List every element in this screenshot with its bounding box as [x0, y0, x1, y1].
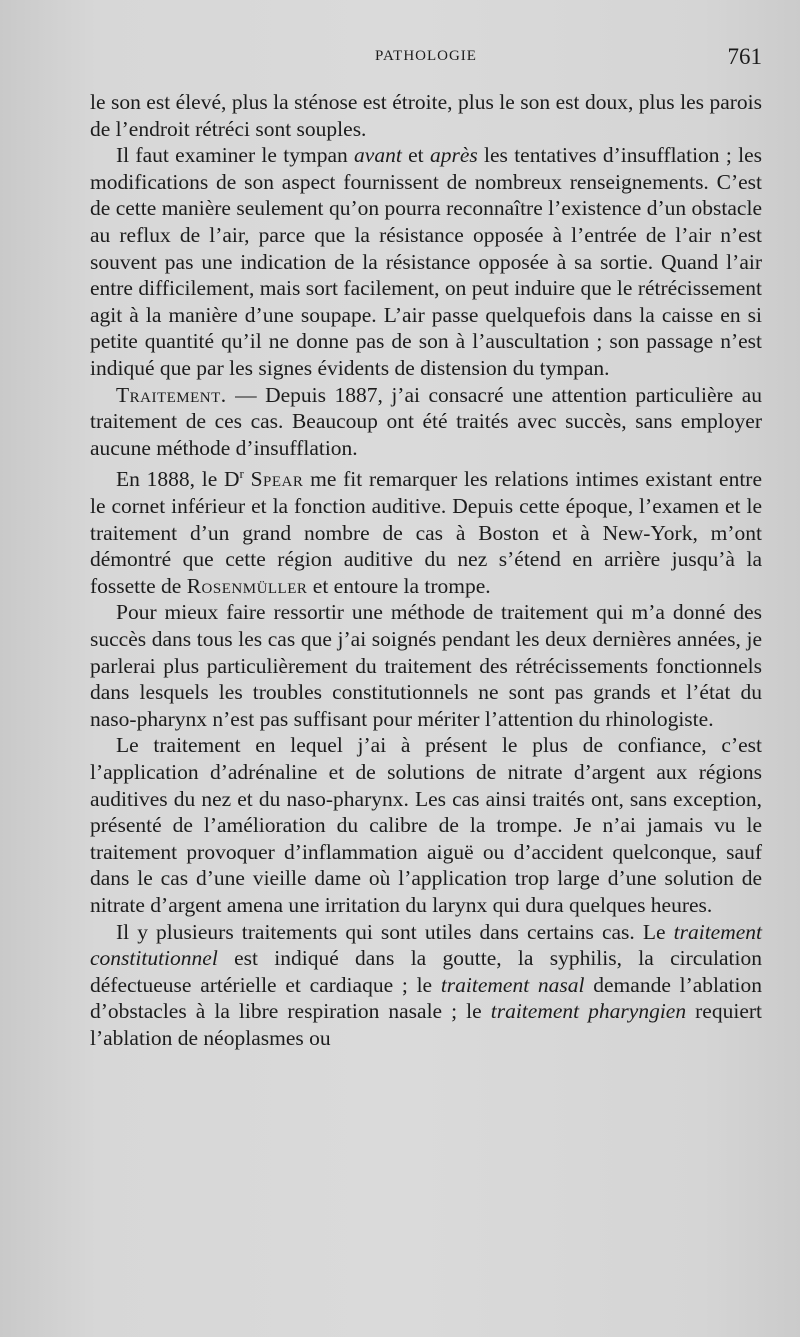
paragraph-7-text-b: est indiqué dans la goutte, la syphilis, la circulation défectueuse artérielle et cardiaque ; le [90, 946, 762, 997]
page-number: 761 [727, 44, 762, 69]
paragraph-2-text-c: les tentatives d’insufflation ; les modifications de son aspect fournissent de nombreux renseignements. C’est de cette manière seulement qu’on pourra reconnaître l’existence d’un obstacle au reflux de l’air, parce que la résistance opposée à l’entrée de l’air n’est souvent pas une indication de la résistance opposée à sa sortie. Quand l’air entre difficilement, mais sort facilement, on peut induire que le rétrécissement agit à la manière d’une soupape. L’air passe quelquefois dans la caisse en si petite quantité qu’il ne donne pas de son à l’auscultation ; son passage n’est indiqué que par les signes évidents de distension du tympan. [90, 143, 762, 380]
paragraph-2 [90, 142, 762, 381]
paragraph-6-text: Le traitement en lequel j’ai à présent le plus de confiance, c’est l’application d’adrénaline et de solutions de nitrate d’argent aux régions auditives du nez et du naso-pharynx. Les cas ainsi traités ont, sans exception, présenté de l’amélioration du calibre de la trompe. Je n’ai jamais vu le traitement provoquer d’inflammation aiguë ou d’accident quelconque, sauf dans le cas d’une vieille dame où l’application trop large d’une solution de nitrate d’argent amena une irritation du larynx qui dura quelques heures. [90, 733, 762, 917]
emphasis-traitement-nasal: traitement nasal [440, 972, 585, 997]
paragraph-7-text-a: Il y plusieurs traitements qui sont utiles dans certains cas. Le [116, 919, 674, 944]
page-header [90, 44, 762, 74]
paragraph-3 [90, 382, 762, 462]
paragraph-7-text-c: demande l’ablation d’obstacles à la libre respiration nasale ; le [90, 972, 762, 1024]
paragraph-4-text-c: et entoure la trompe. [307, 573, 491, 598]
paragraph-1 [90, 89, 762, 142]
paragraph-7-text-d: requiert l’ablation de néoplasmes ou [90, 999, 762, 1050]
emphasis-avant: avant [354, 143, 402, 168]
paragraph-1-text: le son est élevé, plus la sténose est étroite, plus le son est doux, plus les parois de l’endroit rétréci sont souples. [90, 90, 762, 141]
paragraph-5 [90, 599, 762, 732]
running-head: PATHOLOGIE [375, 48, 477, 64]
paragraph-4-text-b: me fit remarquer les relations intimes existant entre le cornet inférieur et la fonction auditive. Depuis cette époque, l’examen et le traitement d’un grand nombre de cas à Boston et à New-York, m’ont démontré que cette région auditive du nez s’étend en arrière jusqu’à la fossette de [90, 467, 762, 598]
paragraph-6 [90, 732, 762, 918]
name-spear: Spear [250, 467, 304, 492]
paragraph-7 [90, 919, 762, 1052]
paragraph-2-text-b: et [401, 143, 430, 168]
paragraph-5-text: Pour mieux faire ressortir une méthode de traitement qui m’a donné des succès dans tous les cas que j’ai soignés pendant les deux dernières années, je parlerai plus particulièrement du traitement des rétrécissements fonctionnels dans lesquels les troubles constitutionnels ne sont pas grands et l’état du naso-pharynx n’est pas suffisant pour mériter l’attention du rhinologiste. [90, 600, 762, 731]
paragraph-2-text-a: Il faut examiner le tympan [116, 143, 355, 168]
paragraph-3-text: — Depuis 1887, j’ai consacré une attention particulière au traitement de ces cas. Beaucoup ont été traités avec succès, sans employer aucune méthode d’insufflation. [90, 382, 762, 460]
emphasis-apres: après [429, 143, 478, 168]
emphasis-traitement-pharyngien: traitement pharyngien [490, 999, 687, 1024]
name-rosenmuller: Rosenmüller [186, 573, 308, 598]
emphasis-traitement-constitutionnel: traitement constitutionnel [90, 919, 762, 971]
section-label-traitement: Traitement. [116, 382, 227, 407]
doctor-abbrev-sup: r [239, 466, 244, 482]
paragraph-4-text-a: En 1888, le D [116, 467, 240, 492]
paragraph-4 [90, 461, 762, 599]
body-text [90, 89, 762, 1052]
